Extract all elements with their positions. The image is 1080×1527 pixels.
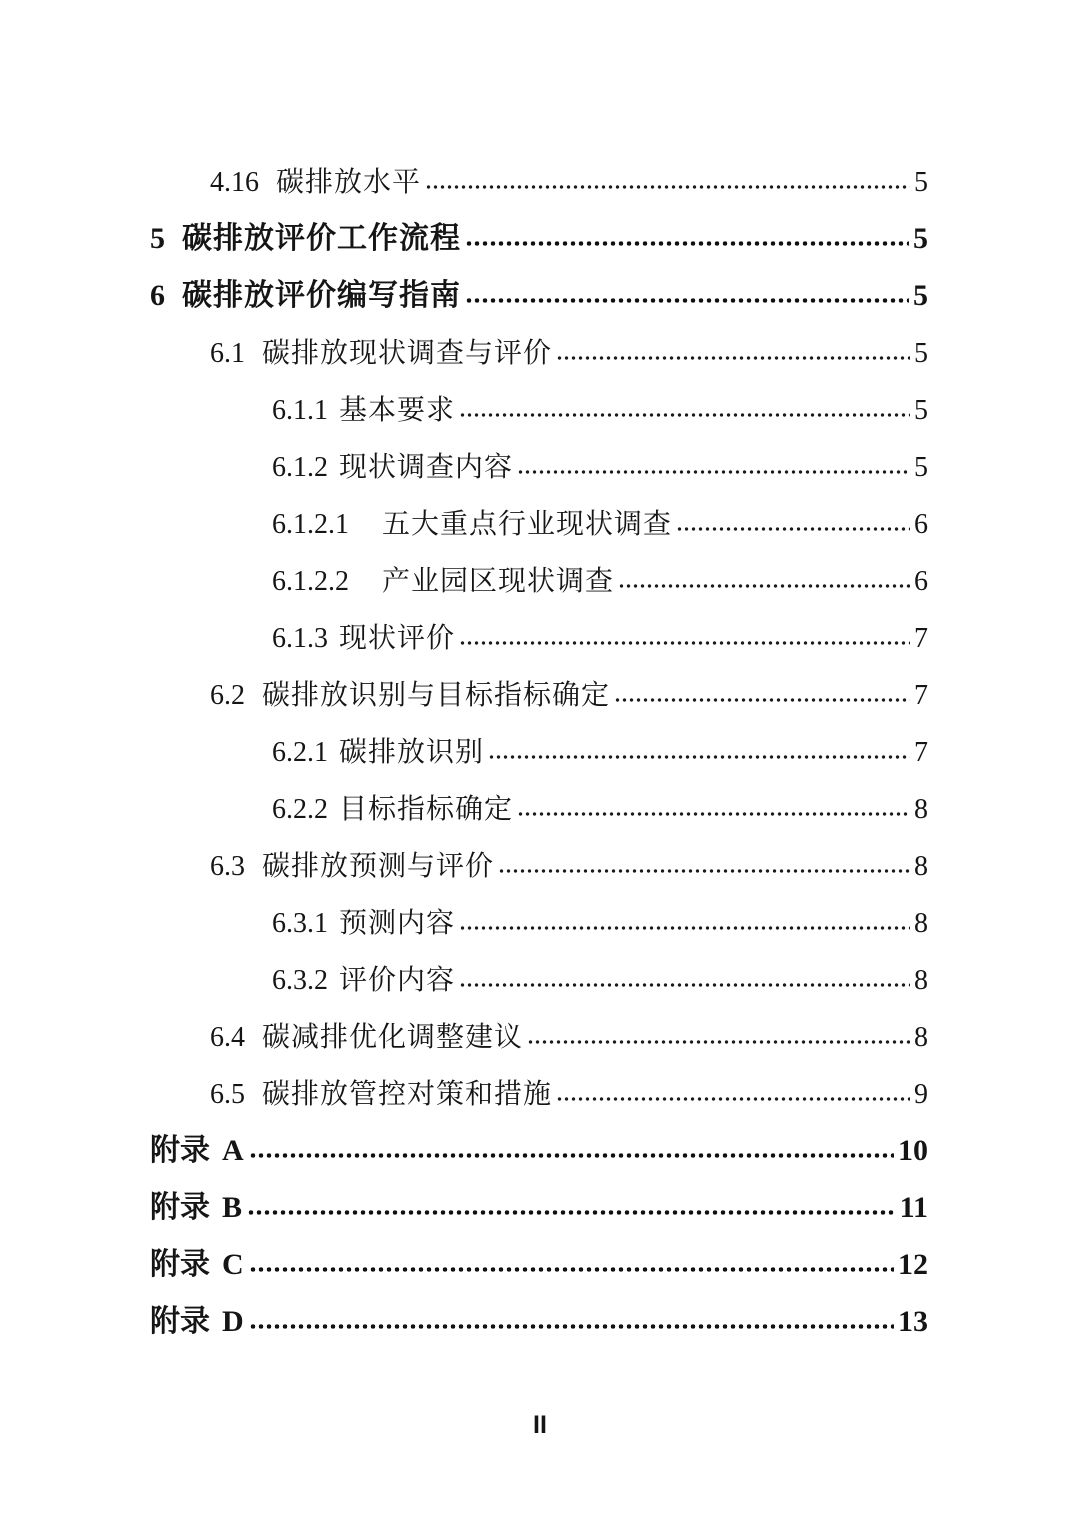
toc-entry-title: 碳减排优化调整建议 bbox=[262, 1021, 524, 1052]
toc-entry-title: 产业园区现状调查 bbox=[382, 565, 615, 596]
toc-entry-page: 12 bbox=[898, 1248, 928, 1281]
toc-entry bbox=[150, 1236, 928, 1293]
toc-entry bbox=[150, 780, 928, 837]
toc-entry bbox=[150, 381, 928, 438]
dot-leader bbox=[517, 468, 910, 476]
toc-entry-page: 5 bbox=[913, 222, 928, 255]
toc-entry bbox=[150, 1122, 928, 1179]
toc-entry bbox=[150, 153, 928, 210]
toc-entry bbox=[150, 1293, 928, 1350]
dot-leader bbox=[676, 525, 910, 533]
toc-entry-page: 7 bbox=[914, 623, 928, 654]
toc-entry-page: 8 bbox=[914, 908, 928, 939]
toc-entry-number: 6.1.2.2 bbox=[272, 566, 349, 597]
toc-entry-page: 5 bbox=[914, 338, 928, 369]
toc-entry-number: 6.1.1 bbox=[272, 395, 328, 426]
toc-entry-title: 碳排放评价工作流程 bbox=[182, 222, 461, 255]
toc-entry-number: 6.3.2 bbox=[272, 965, 328, 996]
toc-entry bbox=[150, 609, 928, 666]
toc-entry-page: 5 bbox=[913, 279, 928, 312]
toc-entry bbox=[150, 1065, 928, 1122]
toc-entry bbox=[150, 324, 928, 381]
toc-entry bbox=[150, 438, 928, 495]
toc-entry-number: 附录 bbox=[150, 1134, 210, 1167]
toc-entry bbox=[150, 1179, 928, 1236]
toc-entry-title: 碳排放识别与目标指标确定 bbox=[262, 679, 611, 710]
toc-entry-number: 6.1.2.1 bbox=[272, 509, 349, 540]
toc-entry-number: 附录 bbox=[150, 1305, 210, 1338]
toc-entry-page: 11 bbox=[899, 1191, 928, 1224]
toc-entry-number: 6.1.2 bbox=[272, 452, 328, 483]
toc-entry bbox=[150, 723, 928, 780]
toc-entry-page: 9 bbox=[914, 1079, 928, 1110]
toc-entry-title: 评价内容 bbox=[339, 964, 456, 995]
toc-entry-page: 5 bbox=[914, 452, 928, 483]
toc-entry-page: 10 bbox=[898, 1134, 928, 1167]
toc-entry-number: 6.1.3 bbox=[272, 623, 328, 654]
toc-entry-number: 6.2.2 bbox=[272, 794, 328, 825]
toc-entry bbox=[150, 1008, 928, 1065]
dot-leader bbox=[459, 924, 910, 932]
dot-leader bbox=[498, 867, 910, 875]
toc-entry-number: 6.4 bbox=[210, 1022, 245, 1053]
toc-entry-title: 目标指标确定 bbox=[339, 793, 514, 824]
toc-entry-number: 6.2.1 bbox=[272, 737, 328, 768]
toc-entry-title: D bbox=[222, 1305, 245, 1338]
dot-leader bbox=[614, 696, 910, 704]
toc-entry-page: 8 bbox=[914, 851, 928, 882]
dot-leader bbox=[459, 981, 910, 989]
toc-entry-number: 6.3 bbox=[210, 851, 245, 882]
toc-entry-number: 6.2 bbox=[210, 680, 245, 711]
toc-list bbox=[150, 153, 928, 1350]
dot-leader bbox=[459, 639, 910, 647]
toc-entry bbox=[150, 894, 928, 951]
toc-entry-title: 现状评价 bbox=[339, 622, 456, 653]
toc-entry bbox=[150, 495, 928, 552]
toc-entry-number: 附录 bbox=[150, 1191, 210, 1224]
dot-leader bbox=[488, 753, 910, 761]
dot-leader bbox=[618, 582, 910, 590]
dot-leader bbox=[249, 1151, 894, 1160]
toc-entry-page: 8 bbox=[914, 1022, 928, 1053]
toc-entry-title: B bbox=[222, 1191, 244, 1224]
toc-entry-page: 7 bbox=[914, 680, 928, 711]
toc-entry-title: 五大重点行业现状调查 bbox=[382, 508, 673, 539]
toc-entry-page: 8 bbox=[914, 794, 928, 825]
toc-entry-page: 5 bbox=[914, 167, 928, 198]
toc-entry-page: 5 bbox=[914, 395, 928, 426]
toc-entry-number: 6.1 bbox=[210, 338, 245, 369]
toc-entry bbox=[150, 552, 928, 609]
dot-leader bbox=[527, 1038, 910, 1046]
toc-entry-title: 基本要求 bbox=[339, 394, 456, 425]
dot-leader bbox=[425, 183, 910, 191]
toc-entry-title: C bbox=[222, 1248, 245, 1281]
dot-leader bbox=[249, 1265, 894, 1274]
page-footer-number: II bbox=[533, 1411, 547, 1439]
toc-entry-title: 预测内容 bbox=[339, 907, 456, 938]
toc-entry bbox=[150, 837, 928, 894]
toc-entry bbox=[150, 267, 928, 324]
toc-entry-title: 碳排放管控对策和措施 bbox=[262, 1078, 553, 1109]
dot-leader bbox=[465, 239, 909, 248]
dot-leader bbox=[247, 1208, 896, 1217]
toc-entry bbox=[150, 951, 928, 1008]
toc-entry-number: 6.3.1 bbox=[272, 908, 328, 939]
dot-leader bbox=[556, 354, 910, 362]
toc-entry-title: A bbox=[222, 1134, 245, 1167]
toc-entry bbox=[150, 666, 928, 723]
toc-entry-number: 5 bbox=[150, 222, 165, 255]
toc-entry-number: 6 bbox=[150, 279, 165, 312]
toc-entry-number: 4.16 bbox=[210, 167, 259, 198]
toc-entry-page: 6 bbox=[914, 566, 928, 597]
toc-entry bbox=[150, 210, 928, 267]
dot-leader bbox=[459, 411, 910, 419]
toc-entry-title: 碳排放评价编写指南 bbox=[182, 279, 461, 312]
toc-entry-number: 附录 bbox=[150, 1248, 210, 1281]
toc-entry-page: 13 bbox=[898, 1305, 928, 1338]
toc-entry-title: 碳排放预测与评价 bbox=[262, 850, 495, 881]
toc-entry-page: 7 bbox=[914, 737, 928, 768]
dot-leader bbox=[556, 1095, 910, 1103]
toc-entry-page: 6 bbox=[914, 509, 928, 540]
dot-leader bbox=[465, 296, 909, 305]
toc-entry-page: 8 bbox=[914, 965, 928, 996]
dot-leader bbox=[249, 1322, 894, 1331]
toc-entry-title: 碳排放现状调查与评价 bbox=[262, 337, 553, 368]
dot-leader bbox=[517, 810, 910, 818]
toc-entry-title: 碳排放水平 bbox=[276, 166, 422, 197]
toc-entry-title: 现状调查内容 bbox=[339, 451, 514, 482]
toc-entry-title: 碳排放识别 bbox=[339, 736, 485, 767]
toc-entry-number: 6.5 bbox=[210, 1079, 245, 1110]
